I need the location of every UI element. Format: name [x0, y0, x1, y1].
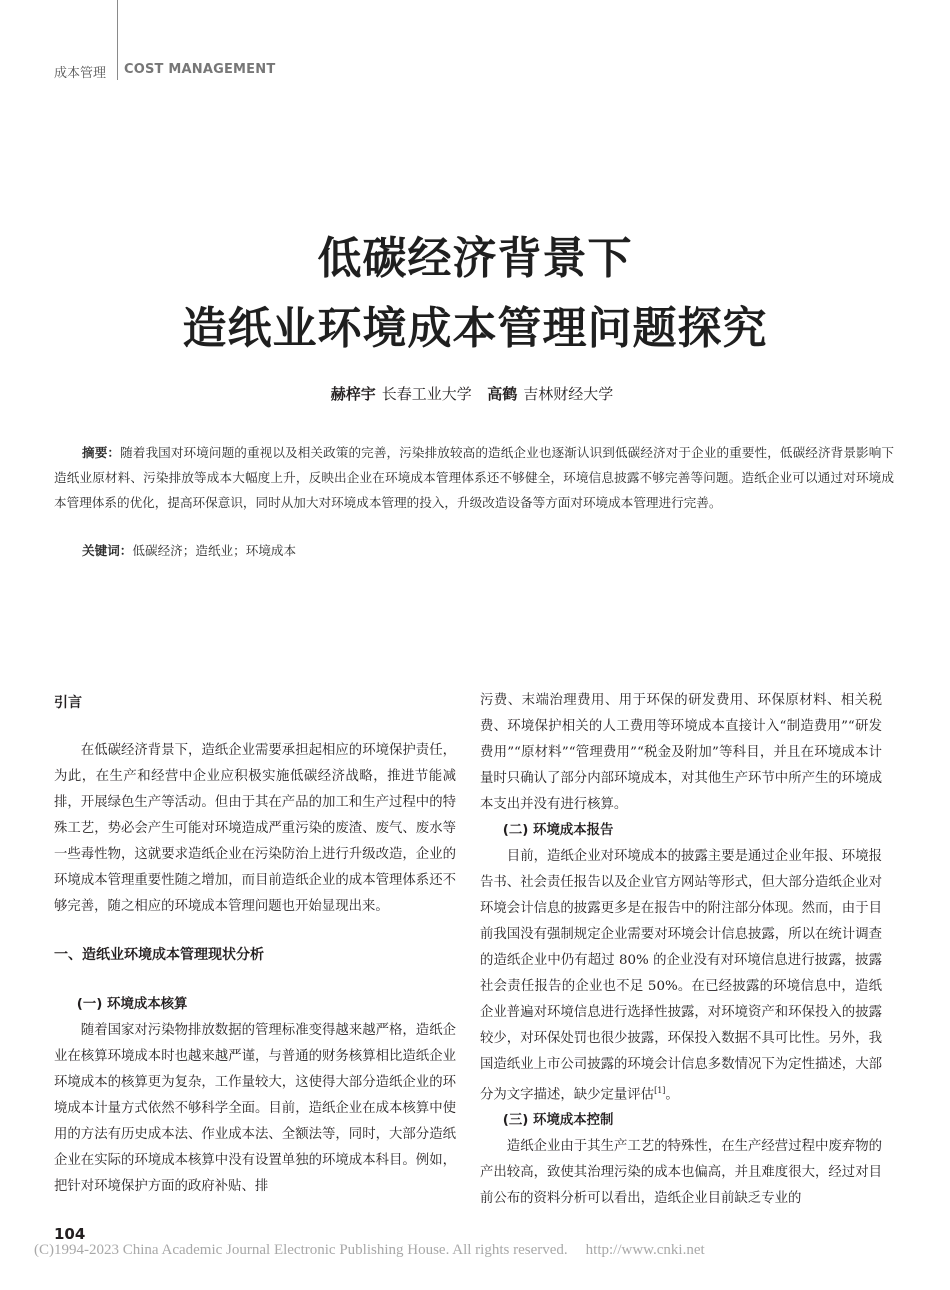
author-name: 高鹤: [487, 385, 518, 403]
section-label-en: COST MANAGEMENT: [124, 62, 276, 77]
subsection3-heading: (三) 环境成本控制: [502, 1113, 614, 1129]
subsection2-paragraph: [480, 844, 882, 1108]
right-column: [480, 688, 882, 1212]
intro-paragraph: 在低碳经济背景下，造纸企业需要承担起相应的环境保护责任，为此，在生产和经营中企业应积极实施低碳经济战略，推进节能减排，开展绿色生产等活动。但由于其在产品的加工和生产过程中的特殊工艺，势必会产生可能对环境造成严重污染的废渣、废气、废水等一些毒性物，这就要求造纸企业在污染防治上进行升级改造，企业的环境成本管理重要性随之增加，而目前造纸企业的成本管理体系还不够完善，随之相应的环境成本管理问题也开始显现出来。: [54, 743, 456, 914]
abstract-label: 摘要：: [82, 445, 121, 460]
copyright-text: (C)1994-2023 China Academic Journal Electronic Publishing House. All rights reserved.: [34, 1242, 568, 1258]
article-title-line2: 造纸业环境成本管理问题探究: [182, 303, 768, 354]
section-label-cn: 成本管理: [54, 66, 107, 81]
cnki-url: http://www.cnki.net: [585, 1242, 705, 1258]
copyright-watermark: [34, 1242, 705, 1259]
author-line: [0, 383, 950, 404]
continued-paragraph: 污费、末端治理费用、用于环保的研发费用、环保原材料、相关税费、环境保护相关的人工费用等环境成本直接计入“制造费用”“研发费用”“原材料”“管理费用”“税金及附加”等科目，并且在环境成本计量时只确认了部分内部环境成本，对其他生产环节中所产生的环境成本支出并没有进行核算。: [480, 693, 882, 812]
abstract-text: 随着我国对环境问题的重视以及相关政策的完善，污染排放较高的造纸企业也逐渐认识到低碳经济对于企业的重要性，低碳经济背景影响下造纸业原材料、污染排放等成本大幅度上升，反映出企业在环境成本管理体系还不够健全，环境信息披露不够完善等问题。造纸企业可以通过对环境成本管理体系的优化，提高环保意识，同时从加大对环境成本管理的投入，升级改造设备等方面对环境成本管理进行完善。: [54, 445, 895, 510]
subsection3-paragraph: 造纸企业由于其生产工艺的特殊性，在生产经营过程中废弃物的产出较高，致使其治理污染的成本也偏高，并且难度很大，经过对目前公布的资料分析可以看出，造纸企业目前缺乏专业的: [480, 1139, 882, 1207]
page-number: 104: [54, 1225, 86, 1243]
author-affiliation: 吉林财经大学: [523, 385, 614, 403]
author-name: 赫梓宇: [330, 385, 376, 403]
abstract: [54, 440, 894, 515]
keywords-text: 低碳经济；造纸业；环境成本: [132, 543, 297, 558]
author-affiliation: 长春工业大学: [381, 385, 472, 403]
subsection2-text: 目前，造纸企业对环境成本的披露主要是通过企业年报、环境报告书、社会责任报告以及企业官方网站等形式，但大部分造纸企业对环境会计信息的披露更多是在报告中的附注部分体现。然而，由于目前我国没有强制规定企业需要对环境会计信息披露，所以在统计调查的造纸企业中仍有超过 80% 的企业没有对环境信息进行披露，披露社会责任报告的企业也不足 50%。在已经披露的环境信息中，造纸企业普遍对环境信息进行选择性披露，对环境资产和环保投入的披露较少，对环保处罚也很少披露，环保投入数据不具可比性。另外，我国造纸业上市公司披露的环境会计信息多数情况下为定性描述，大部分为文字描述，缺少定量评估: [480, 849, 882, 1103]
citation-ref: [1]: [654, 1086, 666, 1095]
intro-heading: 引言: [54, 695, 82, 711]
subsection2-end: 。: [665, 1087, 679, 1103]
keywords-label: 关键词：: [82, 543, 133, 558]
keywords: [82, 540, 296, 559]
left-column: [54, 690, 456, 1200]
header-divider-line: [117, 0, 118, 80]
article-title-line1: 低碳经济背景下: [317, 233, 633, 284]
subsection2-heading: (二) 环境成本报告: [502, 823, 614, 838]
subsection1-paragraph: 随着国家对污染物排放数据的管理标准变得越来越严格，造纸企业在核算环境成本时也越来越严谨，与普通的财务核算相比造纸企业环境成本的核算更为复杂，工作量较大，这使得大部分造纸企业的环境成本计量方式依然不够科学全面。目前，造纸企业在成本核算中使用的方法有历史成本法、作业成本法、全额法等，同时，大部分造纸企业在实际的环境成本核算中没有设置单独的环境成本科目。例如，把针对环境保护方面的政府补贴、排: [54, 1023, 456, 1194]
subsection1-heading: (一) 环境成本核算: [76, 997, 188, 1012]
section1-heading: 一、造纸业环境成本管理现状分析: [54, 947, 264, 963]
